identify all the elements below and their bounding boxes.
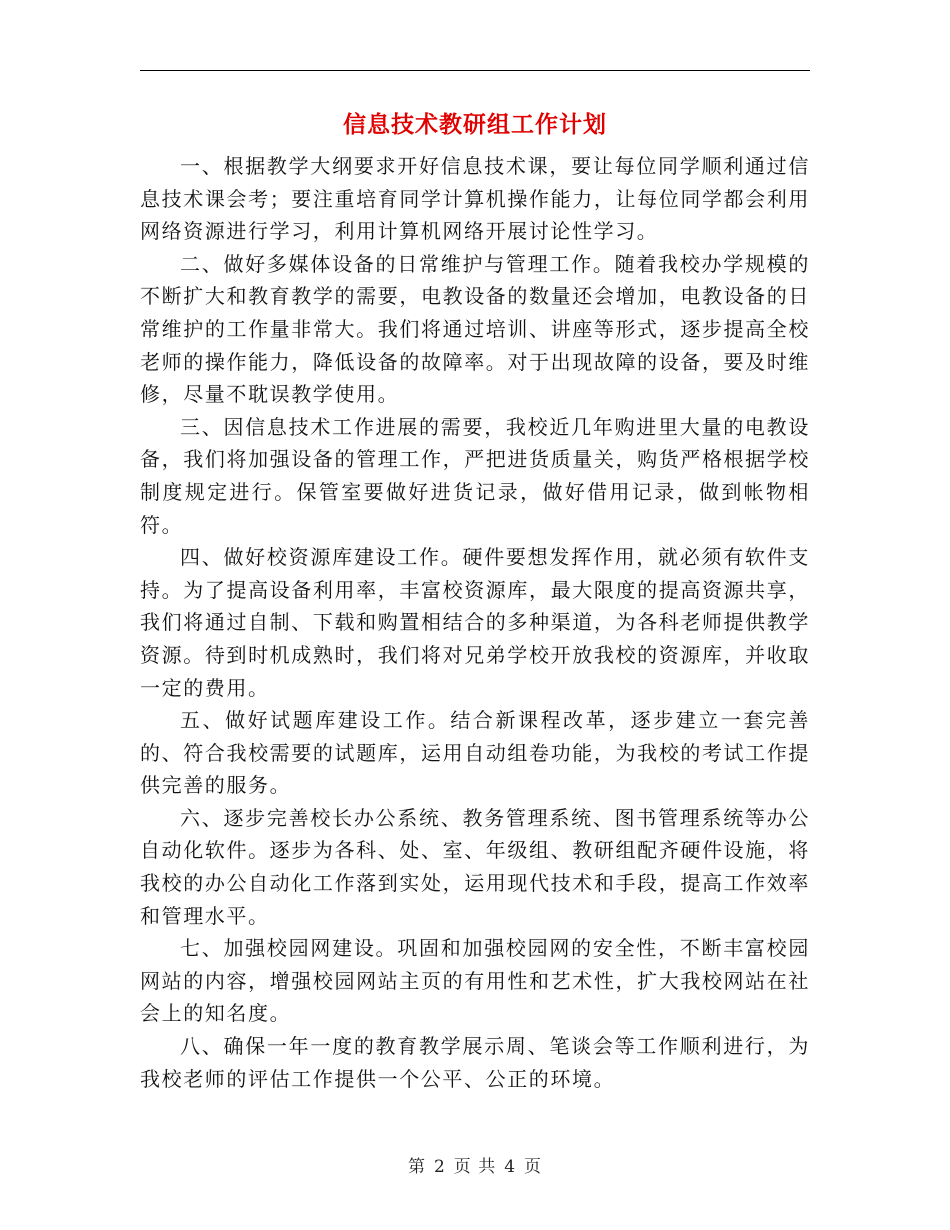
paragraph-2: 二、做好多媒体设备的日常维护与管理工作。随着我校办学规模的不断扩大和教育教学的需要，电教设备的数量还会增加，电教设备的日常维护的工作量非常大。我们将通过培训、讲座等形式，逐步提高全校老师的操作能力，降低设备的故障率。对于出现故障的设备，要及时维修，尽量不耽误教学使用。 (140, 251, 810, 407)
footer-prefix: 第 (407, 1157, 426, 1177)
footer-middle: 页 共 (453, 1157, 497, 1177)
paragraph-1: 一、根据教学大纲要求开好信息技术课，要让每位同学顺利通过信息技术课会考；要注重培育同学计算机操作能力，让每位同学都会利用网络资源进行学习，利用计算机网络开展讨论性学习。 (140, 154, 810, 244)
footer-total-pages: 4 (504, 1157, 517, 1177)
page-footer (0, 1152, 950, 1177)
paragraph-5: 五、做好试题库建设工作。结合新课程改革，逐步建立一套完善的、符合我校需要的试题库，运用自动组卷功能，为我校的考试工作提供完善的服务。 (140, 708, 810, 798)
document-body (140, 150, 810, 1095)
paragraph-7: 七、加强校园网建设。巩固和加强校园网的安全性，不断丰富校园网站的内容，增强校园网站主页的有用性和艺术性，扩大我校网站在社会上的知名度。 (140, 936, 810, 1026)
footer-current-page: 2 (433, 1157, 446, 1177)
paragraph-8: 八、确保一年一度的教育教学展示周、笔谈会等工作顺利进行，为我校老师的评估工作提供一个公平、公正的环境。 (140, 1034, 810, 1091)
document-title: 信息技术教研组工作计划 (343, 111, 607, 138)
paragraph-6: 六、逐步完善校长办公系统、教务管理系统、图书管理系统等办公自动化软件。逐步为各科、处、室、年级组、教研组配齐硬件设施，将我校的办公自动化工作落到实处，运用现代技术和手段，提高工作效率和管理水平。 (140, 805, 810, 928)
footer-suffix: 页 (524, 1157, 543, 1177)
paragraph-3: 三、因信息技术工作进展的需要，我校近几年购进里大量的电教设备，我们将加强设备的管理工作，严把进货质量关，购货严格根据学校制度规定进行。保管室要做好进货记录，做好借用记录，做到帐物相符。 (140, 414, 810, 537)
header-rule (140, 70, 810, 71)
paragraph-4: 四、做好校资源库建设工作。硬件要想发挥作用，就必须有软件支持。为了提高设备利用率，丰富校资源库，最大限度的提高资源共享，我们将通过自制、下载和购置相结合的多种渠道，为各科老师提供教学资源。待到时机成熟时，我们将对兄弟学校开放我校的资源库，并收取一定的费用。 (140, 545, 810, 700)
